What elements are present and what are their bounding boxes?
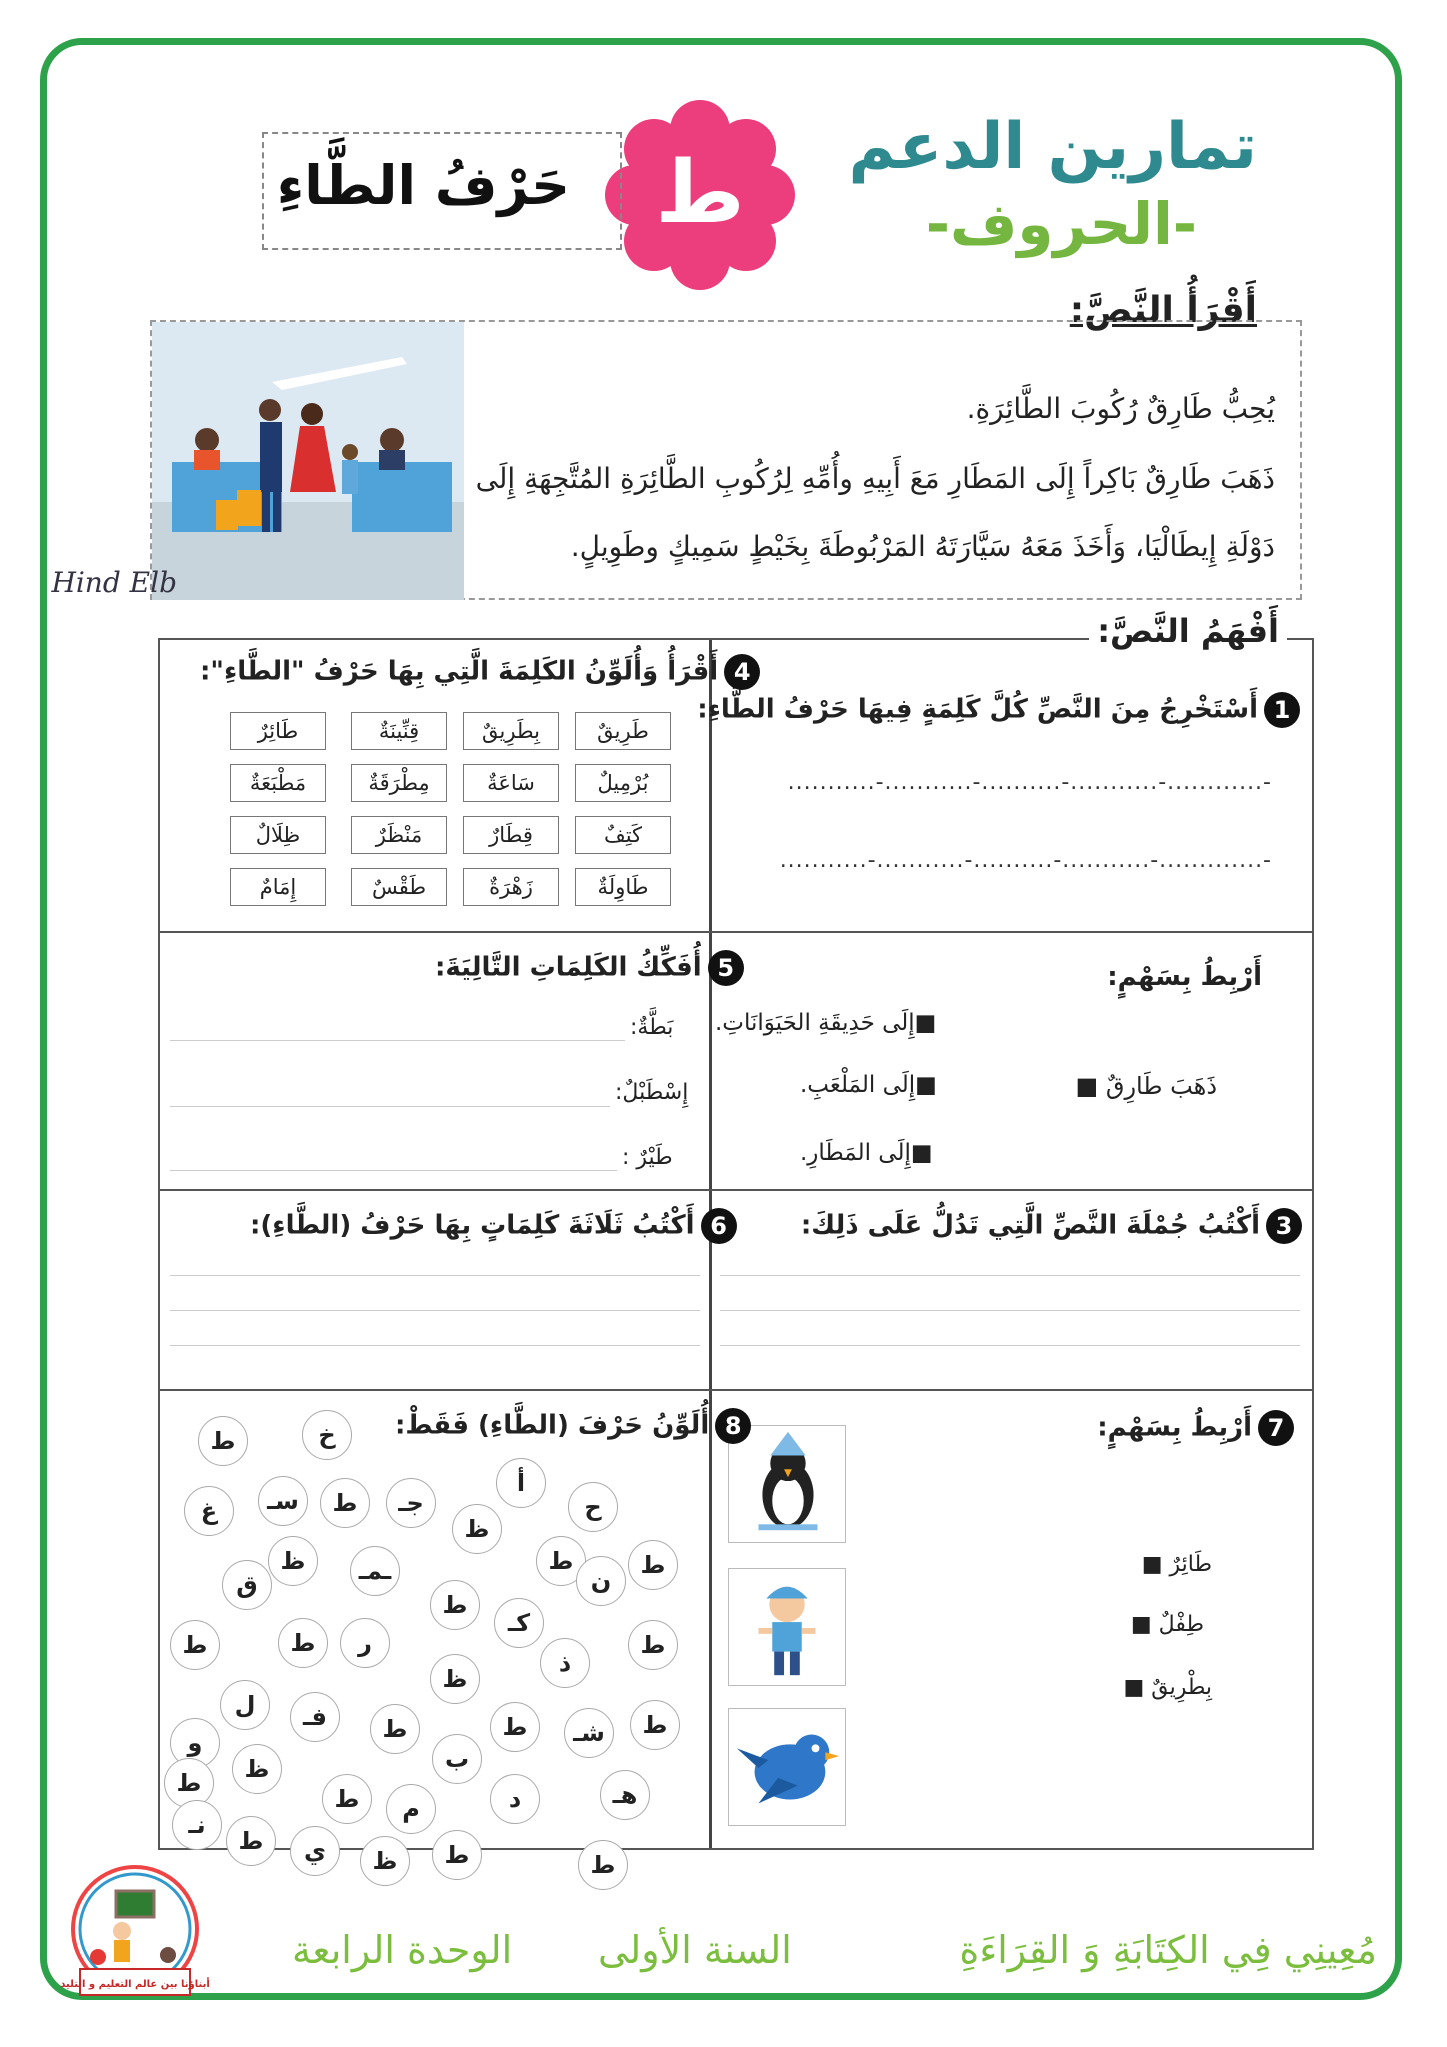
footer-year: السنة الأولى: [598, 1928, 792, 1972]
question-7-text: أَرْبِطُ بِسَهْمٍ:: [1097, 1412, 1252, 1443]
word-cell[interactable]: قِطَارٌ: [463, 816, 559, 854]
match-word-2[interactable]: طِفْلٌ ■: [1130, 1612, 1204, 1637]
letter-bubble[interactable]: هـ: [600, 1770, 650, 1820]
letter-bubble[interactable]: ط: [578, 1840, 628, 1890]
match-option-3[interactable]: ■إِلَى المَطَارِ.: [800, 1140, 933, 1166]
reading-line-2: ذَهَبَ طَارِقٌ بَاكِراً إِلَى المَطَارِ مَعَ أَبِيهِ وأُمِّهِ لِرُكُوبِ الطَّائِرَةِ المُتَّجِهَةِ إِلَى: [475, 462, 1275, 495]
letter-bubble[interactable]: ط: [226, 1816, 276, 1866]
reading-line-3: دَوْلَةِ إِيطَالْيَا، وَأَخَذَ مَعَهُ سَيَّارَتَهُ المَرْبُوطَةَ بِخَيْطٍ سَمِيكٍ وطَوِيلٍ.: [570, 530, 1275, 563]
letter-title-box: [262, 132, 622, 250]
answer-line[interactable]: [720, 1345, 1300, 1346]
question-3: [801, 1208, 1302, 1244]
letter-bubble[interactable]: ط: [432, 1830, 482, 1880]
letter-bubble[interactable]: ط: [278, 1618, 328, 1668]
letter-bubble[interactable]: ط: [320, 1478, 370, 1528]
question-8: [395, 1408, 751, 1444]
answer-line[interactable]: [170, 1106, 610, 1107]
word-cell[interactable]: بِطَرِيقٌ: [463, 712, 559, 750]
letter-bubble[interactable]: ل: [220, 1680, 270, 1730]
letter-bubble[interactable]: جـ: [386, 1478, 436, 1528]
footer-unit: الوحدة الرابعة: [292, 1928, 513, 1972]
match-option-2[interactable]: ■إِلَى المَلْعَبِ.: [800, 1072, 937, 1098]
answer-line[interactable]: [720, 1310, 1300, 1311]
letter-bubble[interactable]: ط: [164, 1758, 214, 1808]
reading-line-1: يُحِبُّ طَارِقٌ رُكُوبَ الطَّائِرَةِ.: [966, 392, 1275, 425]
answer-line[interactable]: [170, 1170, 617, 1171]
question-3-text: أَكْتُبُ جُمْلَةَ النَّصِّ الَّتِي تَدُلُّ عَلَى ذَلِكَ:: [800, 1210, 1260, 1241]
letter-title: حَرْفُ الطَّاءِ: [276, 154, 570, 217]
decompose-word-1: بَطَّةٌ:: [630, 1015, 674, 1040]
word-cell[interactable]: بُرْمِيلٌ: [575, 764, 671, 802]
question-1-number: 1: [1264, 692, 1300, 728]
letter-bubble[interactable]: ط: [170, 1620, 220, 1670]
letter-bubble[interactable]: ظ: [232, 1744, 282, 1794]
letter-bubble[interactable]: ظ: [452, 1504, 502, 1554]
decompose-word-2: إِسْطَبْلٌ:: [615, 1080, 689, 1105]
word-cell[interactable]: طَائِرٌ: [230, 712, 326, 750]
letter-bubble[interactable]: ط: [370, 1704, 420, 1754]
answer-line[interactable]: [170, 1040, 625, 1041]
teacher-logo: [62, 1865, 208, 2001]
letter-bubble[interactable]: سـ: [258, 1476, 308, 1526]
question-5-number: 5: [708, 950, 744, 986]
reading-title: أَقْرَأُ النَّصَّ:: [1069, 290, 1257, 331]
word-cell[interactable]: مَنْظَرٌ: [351, 816, 447, 854]
reading-text-box: [51, 320, 1302, 600]
letter-bubble[interactable]: ر: [340, 1618, 390, 1668]
question-5-text: أُفَكِّكُ الكَلِمَاتِ التَّالِيَةَ:: [435, 952, 702, 983]
match-word-3[interactable]: بِطْرِيقٌ ■: [1123, 1675, 1212, 1700]
page-subtitle: -الحروف-: [925, 190, 1197, 258]
grid-divider-vertical: [709, 640, 712, 1848]
letter-bubble[interactable]: غ: [184, 1486, 234, 1536]
letter-bubble[interactable]: ق: [222, 1560, 272, 1610]
badge-letter: ط: [655, 143, 745, 243]
letter-bubble[interactable]: ـمـ: [350, 1546, 400, 1596]
word-cell[interactable]: مِطْرَقَةٌ: [351, 764, 447, 802]
letter-bubble[interactable]: ظ: [430, 1654, 480, 1704]
letter-bubble[interactable]: ط: [630, 1700, 680, 1750]
letter-bubble[interactable]: ظ: [268, 1536, 318, 1586]
answer-line[interactable]: [170, 1310, 700, 1311]
word-cell[interactable]: إِمَامٌ: [230, 868, 326, 906]
letter-bubble[interactable]: ط: [430, 1580, 480, 1630]
word-cell[interactable]: طَقْسٌ: [351, 868, 447, 906]
comprehension-title: أَفْهَمُ النَّصَّ:: [1089, 612, 1287, 650]
logo-text: أبناؤنا بين عالم التعليم و التليد: [60, 1979, 210, 1990]
letter-bubble[interactable]: كـ: [494, 1598, 544, 1648]
letter-bubble[interactable]: ن: [576, 1556, 626, 1606]
boy-icon[interactable]: [728, 1568, 846, 1686]
letter-bubble[interactable]: م: [386, 1784, 436, 1834]
footer-book-title: مُعِينِي فِي الكِتَابَةِ وَ القِرَاءَةِ: [959, 1928, 1377, 1972]
question-2: أَرْبِطُ بِسَهْمٍ:: [1107, 962, 1262, 992]
question-1-text: أَسْتَخْرِجُ مِنَ النَّصِّ كُلَّ كَلِمَةٍ فِيهَا حَرْفُ الطَّاءِ:: [697, 694, 1258, 725]
letter-bubble[interactable]: ي: [290, 1826, 340, 1876]
word-cell[interactable]: سَاعَةٌ: [463, 764, 559, 802]
airport-family-illustration: [51, 322, 464, 600]
question-4: [200, 654, 760, 690]
question-6: [250, 1208, 737, 1244]
grid-divider-row-1: [160, 931, 1312, 933]
letter-bubble[interactable]: أ: [496, 1458, 546, 1508]
letter-bubble[interactable]: شـ: [564, 1708, 614, 1758]
word-cell[interactable]: طَرِيقٌ: [575, 712, 671, 750]
letter-bubble[interactable]: نـ: [172, 1800, 222, 1850]
word-cell[interactable]: قِنِّينَةٌ: [351, 712, 447, 750]
question-6-number: 6: [701, 1208, 737, 1244]
answer-line[interactable]: [170, 1345, 700, 1346]
question-1: [697, 692, 1300, 728]
grid-divider-row-3: [160, 1389, 1312, 1391]
word-cell[interactable]: كَتِفٌ: [575, 816, 671, 854]
word-cell[interactable]: مَطْبَعَةٌ: [230, 764, 326, 802]
answer-line[interactable]: [170, 1275, 700, 1276]
letter-bubble[interactable]: ط: [628, 1540, 678, 1590]
letter-bubble[interactable]: ب: [432, 1734, 482, 1784]
answer-dotline-2[interactable]: -.............-...........-..........-...........-...........: [779, 848, 1272, 873]
match-option-1[interactable]: ■إِلَى حَدِيقَةِ الحَيَوَانَاتِ.: [715, 1010, 937, 1036]
question-6-text: أَكْتُبُ ثَلَاثَةَ كَلِمَاتٍ بِهَا حَرْفُ (الطَّاءِ):: [250, 1210, 695, 1241]
page-title: تمارين الدعم: [848, 110, 1257, 184]
letter-bubble[interactable]: ط: [490, 1702, 540, 1752]
decompose-word-3: طَيْرٌ :: [622, 1145, 673, 1170]
letter-bubble[interactable]: خ: [302, 1410, 352, 1460]
image-watermark: Hind Elb: [51, 566, 177, 599]
answer-dotline-1[interactable]: -............-...........-..........-...........-...........: [787, 770, 1272, 795]
letter-bubble[interactable]: و: [170, 1718, 220, 1768]
letter-bubble[interactable]: فـ: [290, 1692, 340, 1742]
match-left-item[interactable]: ذَهَبَ طَارِقٌ ■: [1075, 1072, 1217, 1100]
letter-bubble[interactable]: ط: [536, 1536, 586, 1586]
word-cell[interactable]: ظِلَالٌ: [230, 816, 326, 854]
bird-icon[interactable]: [728, 1708, 846, 1826]
question-5: [435, 950, 744, 986]
question-7: [1097, 1410, 1294, 1446]
question-4-number: 4: [724, 654, 760, 690]
flower-letter-badge: [605, 100, 795, 290]
answer-line[interactable]: [720, 1275, 1300, 1276]
match-word-1[interactable]: طَائِرٌ ■: [1141, 1552, 1212, 1577]
question-7-number: 7: [1258, 1410, 1294, 1446]
letter-bubble[interactable]: د: [490, 1774, 540, 1824]
question-4-text: أَقْرَأُ وَأُلَوِّنُ الكَلِمَةَ الَّتِي بِهَا حَرْفُ "الطَّاءِ":: [200, 656, 719, 687]
word-cell[interactable]: طَاوِلَةٌ: [575, 868, 671, 906]
question-8-text: أُلَوِّنُ حَرْفَ (الطَّاءِ) فَقَطْ:: [395, 1410, 710, 1441]
question-3-number: 3: [1266, 1208, 1302, 1244]
letter-bubble[interactable]: ط: [198, 1416, 248, 1466]
letter-bubble[interactable]: ط: [322, 1774, 372, 1824]
letter-bubble[interactable]: ظ: [360, 1836, 410, 1886]
letter-bubble[interactable]: ح: [568, 1482, 618, 1532]
letter-bubble[interactable]: ط: [628, 1620, 678, 1670]
letter-bubble[interactable]: ذ: [540, 1638, 590, 1688]
question-8-number: 8: [715, 1408, 751, 1444]
exercise-grid: [158, 638, 1314, 1879]
grid-divider-row-2: [160, 1189, 1312, 1191]
word-cell[interactable]: زَهْرَةٌ: [463, 868, 559, 906]
